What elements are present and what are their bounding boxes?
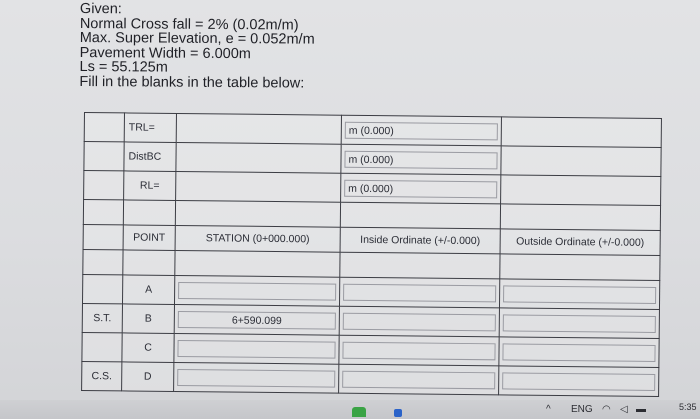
- point-label: D: [122, 362, 174, 392]
- unit-cell: [341, 144, 501, 175]
- point-label: B: [122, 304, 174, 334]
- answer-cell[interactable]: [176, 142, 341, 173]
- app-icon[interactable]: [352, 407, 366, 417]
- station-cell[interactable]: [174, 275, 339, 306]
- answer-cell[interactable]: [176, 113, 341, 144]
- blank-cell: [501, 175, 661, 206]
- station-cell[interactable]: 6+590.099: [174, 304, 339, 335]
- blank-cell: [501, 117, 661, 148]
- outside-ordinate-cell[interactable]: [499, 337, 659, 368]
- param-label: DistBC: [124, 142, 176, 172]
- given-heading: Given:: [79, 1, 122, 18]
- param-label: TRL=: [124, 113, 176, 143]
- given-line: Fill in the blanks in the table below:: [79, 73, 305, 92]
- given-line: Normal Cross fall = 2% (0.02m/m): [79, 15, 299, 34]
- given-block: [79, 2, 315, 91]
- clock[interactable]: 5:35: [679, 402, 697, 412]
- wifi-icon[interactable]: ◠: [602, 404, 611, 415]
- given-line: Pavement Width = 6.000m: [79, 44, 251, 62]
- taskbar: [0, 400, 700, 419]
- unit-label: m (0.000): [345, 121, 498, 140]
- answer-cell[interactable]: [176, 171, 341, 202]
- table-row: [82, 361, 659, 396]
- blank-cell: [501, 146, 661, 177]
- chevron-up-icon[interactable]: ^: [546, 404, 551, 415]
- battery-icon[interactable]: ▬: [636, 404, 646, 415]
- curve-label: C.S.: [82, 361, 122, 390]
- blank-cell: [84, 113, 124, 142]
- unit-cell: [341, 115, 501, 146]
- curve-label: [82, 274, 122, 303]
- param-label: RL=: [124, 171, 176, 201]
- inside-ordinate-cell[interactable]: [339, 364, 499, 395]
- inside-ordinate-cell[interactable]: [339, 277, 499, 308]
- outside-ordinate-cell[interactable]: [499, 308, 659, 339]
- app-icon[interactable]: [394, 409, 402, 417]
- unit-label: m (0.000): [344, 150, 497, 169]
- point-header: POINT: [123, 225, 175, 251]
- point-label: A: [122, 275, 174, 305]
- superelevation-table: [81, 112, 662, 397]
- outside-ordinate-cell[interactable]: [499, 279, 659, 310]
- blank-cell: [84, 142, 124, 171]
- given-line: Ls = 55.125m: [79, 58, 168, 76]
- outside-ordinate-header: Outside Ordinate (+/-0.000): [500, 229, 660, 256]
- outside-ordinate-cell[interactable]: [499, 366, 659, 397]
- blank-cell: [83, 224, 123, 249]
- station-cell[interactable]: [174, 362, 339, 393]
- inside-ordinate-cell[interactable]: [339, 306, 499, 337]
- curve-label: [82, 332, 122, 361]
- unit-cell: [341, 173, 501, 204]
- blank-cell: [84, 171, 124, 200]
- inside-ordinate-cell[interactable]: [339, 335, 499, 366]
- inside-ordinate-header: Inside Ordinate (+/-0.000): [340, 227, 500, 254]
- given-line: Max. Super Elevation, e = 0.052m/m: [79, 29, 315, 48]
- language-indicator[interactable]: ENG: [571, 404, 593, 415]
- station-header: STATION (0+000.000): [175, 225, 340, 252]
- volume-icon[interactable]: ◁: [620, 404, 628, 415]
- unit-label: m (0.000): [344, 179, 497, 198]
- station-cell[interactable]: [174, 333, 339, 364]
- curve-label: S.T.: [82, 303, 122, 332]
- point-label: C: [122, 333, 174, 363]
- worksheet: [81, 112, 661, 383]
